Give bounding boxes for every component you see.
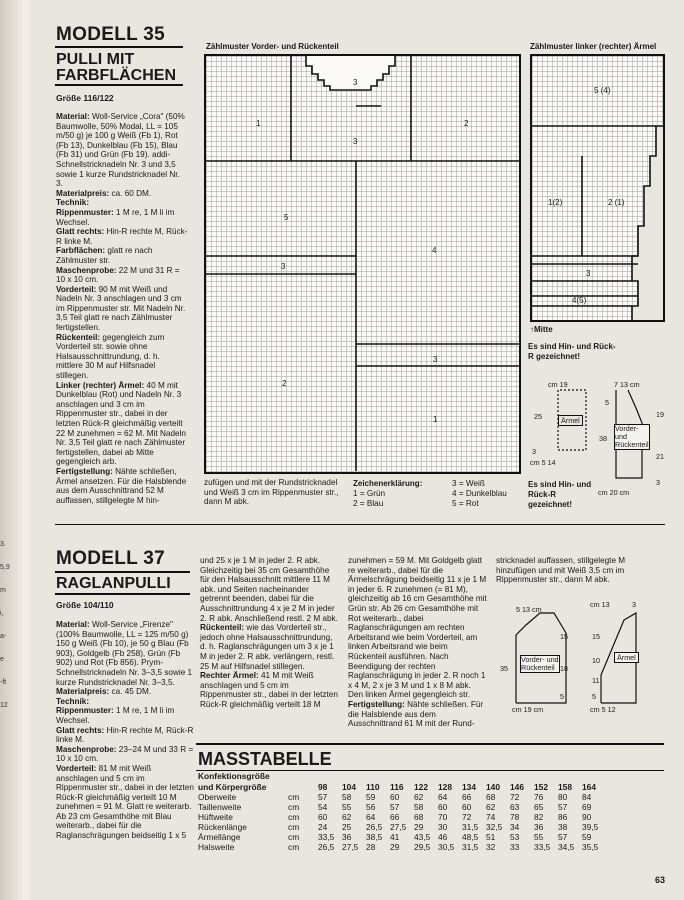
instruction-paragraph bbox=[200, 623, 340, 671]
size-header: 146 bbox=[510, 782, 524, 792]
m37-schema-sleeve-top2: 3 bbox=[632, 600, 636, 609]
front-number: 2 bbox=[464, 119, 469, 128]
paragraph-text: ca. 45 DM. bbox=[109, 687, 152, 697]
table-cell: 29 bbox=[390, 842, 400, 852]
front-number: 4 bbox=[432, 246, 437, 255]
m37-schema-sleeve-bottom: cm 5 12 bbox=[590, 705, 616, 714]
paragraph-label: Maschenprobe: bbox=[56, 265, 117, 275]
table-cell: 27,5 bbox=[342, 842, 359, 852]
paragraph-text: zunehmen = 59 M. Mit Goldgelb glatt re weiterarb., dabei für die Ärmelschrägung beidseitig 11 x je 1 M in jeder 6. R zunehmen (= 81 M), gleichzeitig ab 16 cm Gesamthöhe mit Grün str. Ab 26 cm Gesamthöhe mit Rot weiterarb., dabei Raglanschrägungen am rechten Arbeitsrand wie beim Vorderteil, am linken Arbeitsrand wie beim Rückenteil ausführen. Nach Beendigung der rechten Raglanschrägung in jeder 2. R noch 1 x 4 M, 2 x je 3 M und 1 x 8 M abk. Den linken Ärmel gegengleich str. bbox=[348, 556, 487, 700]
table-cell: 30,5 bbox=[438, 842, 455, 852]
spine-fragment: 5,9 bbox=[0, 564, 10, 571]
row-unit: cm bbox=[288, 812, 300, 822]
table-cell: 35,5 bbox=[582, 842, 599, 852]
front-number: 5 bbox=[284, 213, 289, 222]
instruction-paragraph bbox=[56, 112, 188, 189]
table-cell: 53 bbox=[510, 832, 520, 842]
table-cell: 55 bbox=[342, 802, 352, 812]
schema-body-right-1: 19 bbox=[656, 410, 664, 419]
modell35-subtitle-2: FARBFLÄCHEN bbox=[56, 67, 176, 84]
table-cell: 66 bbox=[390, 812, 400, 822]
size-header: 98 bbox=[318, 782, 328, 792]
front-chart-outlines bbox=[206, 56, 519, 472]
table-cell: 38 bbox=[558, 822, 568, 832]
row-name: Taillenweite bbox=[198, 802, 242, 812]
section-divider bbox=[55, 524, 665, 525]
table-cell: 65 bbox=[534, 802, 544, 812]
table-cell: 64 bbox=[366, 812, 376, 822]
paragraph-text: 1 M re, 1 M li im Wechsel. bbox=[56, 706, 175, 725]
chart-note: Es sind Hin- und Rück-R gezeichnet! bbox=[528, 342, 616, 361]
modell35-title: MODELL 35 bbox=[56, 24, 165, 45]
paragraph-text: Woll-Service „Firenze" (100% Baumwolle, LL = 125 m/50 g) 150 g Weiß (Fb 10), je 50 g Blau (Fb 903), Goldgelb (Fb 258), Grün (Fb 902) und Rot (Fb 856). Prym-Schnellstricknadeln Nr. 3–3,5 sowie 1 kurze Rundstricknadel Nr. 3–3,5. bbox=[56, 620, 193, 687]
table-cell: 54 bbox=[318, 802, 328, 812]
table-cell: 59 bbox=[582, 832, 592, 842]
legend-item: 5 = Rot bbox=[452, 499, 479, 508]
table-row bbox=[196, 792, 604, 802]
instruction-paragraph bbox=[56, 620, 194, 687]
instruction-paragraph bbox=[56, 697, 194, 707]
subtitle-rule bbox=[55, 84, 183, 86]
paragraph-text: Nähte schließen, Ärmel ansetzen. Für die Halsblende aus dem Ausschnittrand 52 M auffassen, stillgelegte M hin- bbox=[56, 466, 187, 505]
instruction-paragraph bbox=[56, 726, 194, 745]
table-cell: 33 bbox=[510, 842, 520, 852]
instruction-paragraph bbox=[56, 198, 188, 208]
schema-body-top: 7 13 cm bbox=[614, 380, 640, 389]
table-header-spacer bbox=[196, 782, 286, 792]
paragraph-label: Material: bbox=[56, 112, 90, 121]
spine-fragment: -ft bbox=[0, 679, 7, 686]
spine-fragment: m bbox=[0, 587, 6, 594]
instruction-paragraph bbox=[56, 467, 188, 505]
table-cell: 72 bbox=[510, 792, 520, 802]
table-row bbox=[196, 802, 604, 812]
table-cell: 32 bbox=[486, 842, 496, 852]
title-rule bbox=[55, 571, 190, 573]
row-unit: cm bbox=[288, 822, 300, 832]
chart-note-2: Es sind Hin- und Rück-R gezeichnet! bbox=[528, 480, 592, 509]
table-header-row bbox=[196, 782, 604, 792]
front-number: 3 bbox=[353, 78, 358, 87]
m37-schema-body-top: 5 13 cm bbox=[516, 605, 542, 614]
schema-body-bottom: cm 20 cm bbox=[598, 488, 630, 497]
table-cell: 31,5 bbox=[462, 842, 479, 852]
modell37-instructions bbox=[56, 620, 194, 841]
size-header: 122 bbox=[414, 782, 428, 792]
paragraph-text: Hin-R rechte M, Rück-R linke M. bbox=[56, 227, 188, 246]
table-cell: 36 bbox=[342, 832, 352, 842]
table-cell: 69 bbox=[582, 802, 592, 812]
table-cell: 58 bbox=[414, 802, 424, 812]
table-cell: 55 bbox=[534, 832, 544, 842]
table-row bbox=[196, 842, 604, 852]
instruction-paragraph bbox=[56, 333, 188, 381]
m37-schema-sleeve-l2: 10 bbox=[592, 656, 600, 665]
table-header-label-2: und Körpergröße bbox=[198, 782, 267, 792]
table-cell: 57 bbox=[558, 802, 568, 812]
row-unit: cm bbox=[288, 802, 300, 812]
sleeve-number: 1(2) bbox=[548, 198, 563, 207]
table-cell: 63 bbox=[510, 802, 520, 812]
mitte-text: Mitte bbox=[534, 325, 553, 334]
table-cell: 90 bbox=[582, 812, 592, 822]
instruction-paragraph bbox=[56, 706, 194, 725]
legend-item: 4 = Dunkelblau bbox=[452, 489, 507, 498]
table-cell: 33,5 bbox=[318, 832, 335, 842]
m37-schema-sleeve-top: cm 13 bbox=[590, 600, 610, 609]
paragraph-text: 40 M mit Dunkelblau (Rot) und Nadeln Nr. 3 anschlagen und 3 cm im Rippenmuster str., dabei in der letzten Rück-R gleichmäßig verteilt 22 M zunehmen = 62 M. Mit Nadeln Nr. 3,5 Teil glatt re nach Zählmuster fertigstellen, dabei ab Mitte gegengleich arb. bbox=[56, 380, 186, 467]
modell37-column-4: stricknadel auffassen, stillgelegte M hinzufügen und mit Weiß 3,5 cm im Rippenmuster str., dann M abk. bbox=[496, 556, 626, 585]
m37-schema-r2: 18 bbox=[560, 664, 568, 673]
table-cell: 68 bbox=[486, 792, 496, 802]
table-cell: 68 bbox=[414, 812, 424, 822]
paragraph-label: Rückenteil: bbox=[56, 332, 101, 342]
table-cell: 29,5 bbox=[414, 842, 431, 852]
paragraph-text: 22 M und 31 R = 10 x 10 cm. bbox=[56, 265, 180, 285]
paragraph-label: Rippenmuster: bbox=[56, 207, 114, 217]
table-cell: 30 bbox=[438, 822, 448, 832]
paragraph-label: Material: bbox=[56, 620, 90, 629]
m37-schema-sleeve-l1: 15 bbox=[592, 632, 600, 641]
instruction-paragraph bbox=[56, 285, 188, 333]
instruction-paragraph bbox=[56, 189, 188, 199]
paragraph-label: Vorderteil: bbox=[56, 763, 97, 773]
instruction-paragraph bbox=[56, 687, 194, 697]
size-header: 134 bbox=[462, 782, 476, 792]
modell37-subtitle: RAGLANPULLI bbox=[56, 575, 171, 592]
size-header: 152 bbox=[534, 782, 548, 792]
table-header-label-1: Konfektionsgröße bbox=[198, 771, 270, 781]
subtitle-rule bbox=[55, 593, 190, 595]
sleeve-number: 5 (4) bbox=[594, 86, 611, 95]
spine-fragments bbox=[0, 540, 22, 724]
page-spine bbox=[0, 0, 36, 900]
legend-item: 1 = Grün bbox=[353, 489, 386, 498]
table-cell: 80 bbox=[558, 792, 568, 802]
legend-title: Zeichenerklärung: bbox=[353, 479, 423, 488]
schema-sleeve-bottom: cm 5 14 bbox=[530, 458, 556, 467]
modell35-instructions bbox=[56, 112, 188, 505]
instruction-paragraph bbox=[56, 208, 188, 227]
paragraph-text: 1 M re, 1 M li im Wechsel. bbox=[56, 207, 175, 227]
table-cell: 38,5 bbox=[366, 832, 383, 842]
size-table bbox=[196, 782, 604, 852]
sleeve-chart bbox=[530, 54, 665, 322]
table-cell: 84 bbox=[582, 792, 592, 802]
paragraph-label: Materialpreis: bbox=[56, 188, 110, 198]
title-rule bbox=[55, 46, 183, 48]
paragraph-label: Rippenmuster: bbox=[56, 706, 114, 716]
paragraph-label: Maschenprobe: bbox=[56, 744, 117, 754]
table-cell: 26,5 bbox=[318, 842, 335, 852]
m37-schema-sleeve-l3: 11 bbox=[592, 676, 600, 685]
table-cell: 43,5 bbox=[414, 832, 431, 842]
sleeve-number: 4(5) bbox=[572, 296, 587, 305]
front-back-chart bbox=[204, 54, 521, 474]
table-cell: 26,5 bbox=[366, 822, 383, 832]
sleeve-chart-outlines bbox=[532, 56, 663, 320]
table-cell: 39,5 bbox=[582, 822, 599, 832]
table-cell: 28 bbox=[366, 842, 376, 852]
table-top-rule bbox=[196, 743, 664, 745]
instruction-paragraph bbox=[200, 556, 340, 623]
table-cell: 31,5 bbox=[462, 822, 479, 832]
table-cell: 46 bbox=[438, 832, 448, 842]
table-cell: 62 bbox=[414, 792, 424, 802]
table-cell: 70 bbox=[438, 812, 448, 822]
sleeve-number: 3 bbox=[586, 269, 591, 278]
table-cell: 57 bbox=[558, 832, 568, 842]
paragraph-text: Woll-Service „Cora" (50% Baumwolle, 50% Modal, LL = 105 m/50 g) je 100 g Weiß (Fb 1), Rot (Fb 13), Dunkelblau (Fb 15), Blau (Fb 31) und Grün (Fb 19). addi-Schnellstricknadeln Nr. 3 und 3,5 sowie 1 kurze Rundstricknadel Nr. 3. bbox=[56, 112, 185, 189]
instruction-paragraph bbox=[56, 246, 188, 265]
table-cell: 66 bbox=[462, 792, 472, 802]
instruction-paragraph bbox=[348, 700, 488, 729]
paragraph-text: ca. 60 DM. bbox=[109, 188, 152, 198]
paragraph-label: Linker (rechter) Ärmel: bbox=[56, 380, 145, 390]
schema-body-right-3: 3 bbox=[656, 478, 660, 487]
front-number: 1 bbox=[256, 119, 261, 128]
table-cell: 32,5 bbox=[486, 822, 503, 832]
paragraph-text: 90 M mit Weiß und Nadeln Nr. 3 anschlagen und 3 cm im Rippenmuster str. Mit Nadeln Nr. 3,5 Teil glatt re nach Zählmuster fertigstellen. bbox=[56, 284, 186, 333]
m37-schema-r1: 15 bbox=[560, 632, 568, 641]
table-row bbox=[196, 832, 604, 842]
schema-sleeve-label: Ärmel bbox=[558, 415, 583, 426]
paragraph-label: Glatt rechts: bbox=[56, 227, 105, 237]
paragraph-text: 23–24 M und 33 R = 10 x 10 cm. bbox=[56, 744, 194, 764]
table-cell: 41 bbox=[390, 832, 400, 842]
modell37-title: MODELL 37 bbox=[56, 548, 165, 569]
row-name: Oberweite bbox=[198, 792, 237, 802]
table-cell: 24 bbox=[318, 822, 328, 832]
schema-sleeve-left: 25 bbox=[534, 412, 542, 421]
table-cell: 60 bbox=[438, 802, 448, 812]
schema-sleeve-bottom-a: 3 bbox=[532, 447, 536, 456]
paragraph-text: wie das Vorderteil str., jedoch ohne Halsausschnittrundung, d. h. Raglanschrägungen um 3 x je 1 M in jeder 2. R abk. verlängern, restl. 25 M auf Hilfsnadel stillegen. bbox=[200, 623, 335, 671]
paragraph-text: 41 M mit Weiß anschlagen und 5 cm im Rippenmuster str., dabei in der letzten Rück-R gleichmäßig verteilt 18 M bbox=[200, 671, 338, 709]
schema-sleeve-top: cm 19 bbox=[548, 380, 568, 389]
paragraph-label: Fertigstellung: bbox=[56, 466, 113, 476]
paragraph-label: Fertigstellung: bbox=[348, 699, 405, 709]
table-cell: 74 bbox=[486, 812, 496, 822]
table-cell: 60 bbox=[318, 812, 328, 822]
table-cell: 34,5 bbox=[558, 842, 575, 852]
row-name: Rückenlänge bbox=[198, 822, 247, 832]
table-cell: 56 bbox=[366, 802, 376, 812]
mitte-label: ↑Mitte bbox=[530, 325, 553, 334]
front-number: 2 bbox=[282, 379, 287, 388]
legend-item: 3 = Weiß bbox=[452, 479, 485, 488]
paragraph-label: Rechter Ärmel: bbox=[200, 671, 259, 681]
table-cell: 59 bbox=[366, 792, 376, 802]
row-name: Halsweite bbox=[198, 842, 235, 852]
table-cell: 36 bbox=[534, 822, 544, 832]
paragraph-text: Hin-R rechte M, Rück-R linke M. bbox=[56, 725, 194, 745]
table-cell: 62 bbox=[342, 812, 352, 822]
front-number: 3 bbox=[433, 355, 438, 364]
row-name: Hüftweite bbox=[198, 812, 233, 822]
masstabelle-title: MASSTABELLE bbox=[198, 749, 332, 769]
table-cell: 29 bbox=[414, 822, 424, 832]
paragraph-label: Glatt rechts: bbox=[56, 725, 105, 735]
table-cell: 51 bbox=[486, 832, 496, 842]
table-cell: 60 bbox=[390, 792, 400, 802]
paragraph-label: Vorderteil: bbox=[56, 284, 97, 294]
paragraph-label: Technik: bbox=[56, 198, 90, 208]
table-cell: 64 bbox=[438, 792, 448, 802]
m37-schema-body-label: Vorder- und Rückenteil bbox=[521, 655, 559, 672]
schema-body-small: 5 bbox=[605, 398, 609, 407]
schema-body-left: 38 bbox=[599, 434, 607, 443]
sleeve-chart-title: Zählmuster linker (rechter) Ärmel bbox=[530, 42, 657, 51]
m37-schema-r3: 5 bbox=[560, 692, 564, 701]
legend-item: 2 = Blau bbox=[353, 499, 384, 508]
table-cell: 48,5 bbox=[462, 832, 479, 842]
instruction-paragraph bbox=[348, 556, 488, 700]
instruction-paragraph bbox=[56, 381, 188, 467]
m37-schema-sleeve-label: Ärmel bbox=[614, 652, 639, 663]
table-cell: 25 bbox=[342, 822, 352, 832]
paragraph-label: Rückenteil: bbox=[200, 623, 245, 633]
modell37-size: Größe 104/110 bbox=[56, 600, 114, 610]
m37-schema-body-bottom: cm 19 cm bbox=[512, 705, 544, 714]
table-cell: 86 bbox=[558, 812, 568, 822]
paragraph-text: und 25 x je 1 M in jeder 2. R abk. Gleichzeitig bei 35 cm Gesamthöhe für den Halsausschnitt mittlere 11 M abk. und Seiten nacheinander getrennt beenden, dabei für die Ausschnittrundung 4 x je 2 M in jeder 2. R abk. Anschließend restl. 2 M abk. bbox=[200, 556, 338, 623]
instruction-paragraph bbox=[56, 764, 194, 841]
table-cell: 27,5 bbox=[390, 822, 407, 832]
page-number: 63 bbox=[655, 875, 666, 885]
modell35-size: Größe 116/122 bbox=[56, 93, 114, 103]
row-name: Ärmellänge bbox=[198, 832, 241, 842]
size-header: 140 bbox=[486, 782, 500, 792]
m37-schema-body-left: 35 bbox=[500, 664, 508, 673]
paragraph-text: 81 M mit Weiß anschlagen und 5 cm im Rippenmuster str., dabei in der letzten Rück-R gleichmäßig verteilt 10 M zunehmen = 91 M. Glatt re weiterarb. Ab 23 cm Gesamthöhe mit Blau weiterarb., dabei für die Raglanschrägungen beidseitig 1 x 5 bbox=[56, 763, 194, 841]
size-header: 158 bbox=[558, 782, 572, 792]
table-cell: 76 bbox=[534, 792, 544, 802]
instruction-paragraph bbox=[56, 745, 194, 764]
row-unit: cm bbox=[288, 832, 300, 842]
table-cell: 58 bbox=[342, 792, 352, 802]
m37-schema-sleeve-l4: 5 bbox=[592, 692, 596, 701]
paragraph-text: glatt re nach Zählmuster str. bbox=[56, 246, 153, 265]
row-unit: cm bbox=[288, 842, 300, 852]
size-header: 104 bbox=[342, 782, 356, 792]
table-cell: 57 bbox=[390, 802, 400, 812]
table-cell: 82 bbox=[534, 812, 544, 822]
front-number: 3 bbox=[281, 262, 286, 271]
spine-fragment: 12 bbox=[0, 702, 8, 709]
modell37-column-3 bbox=[348, 556, 488, 729]
table-row bbox=[196, 822, 604, 832]
table-cell: 60 bbox=[462, 802, 472, 812]
front-number: 1 bbox=[433, 415, 438, 424]
masstabelle-table bbox=[196, 782, 604, 852]
table-header-spacer bbox=[286, 782, 316, 792]
paragraph-text: Nähte schließen. Für die Halsblende aus dem Ausschnittrand 61 M mit der Rund- bbox=[348, 699, 484, 729]
size-header: 116 bbox=[390, 782, 404, 792]
paragraph-label: Technik: bbox=[56, 696, 90, 706]
table-cell: 78 bbox=[510, 812, 520, 822]
paragraph-label: Farbflächen: bbox=[56, 246, 106, 256]
modell37-column-2 bbox=[200, 556, 340, 710]
table-cell: 33,5 bbox=[534, 842, 551, 852]
table-cell: 62 bbox=[486, 802, 496, 812]
sleeve-number: 2 (1) bbox=[608, 198, 625, 207]
row-unit: cm bbox=[288, 792, 300, 802]
paragraph-label: Materialpreis: bbox=[56, 687, 110, 697]
spine-fragment: 3. bbox=[0, 541, 6, 548]
schema-body-right-2: 21 bbox=[656, 452, 664, 461]
table-cell: 34 bbox=[510, 822, 520, 832]
spine-fragment: e bbox=[0, 656, 4, 663]
front-chart-title: Zählmuster Vorder- und Rückenteil bbox=[206, 42, 339, 51]
instruction-paragraph bbox=[56, 227, 188, 246]
front-number: 3 bbox=[353, 137, 358, 146]
size-header: 128 bbox=[438, 782, 452, 792]
table-cell: 72 bbox=[462, 812, 472, 822]
instruction-paragraph bbox=[200, 671, 340, 709]
schema-body-label: Vorder- und Rückenteil bbox=[615, 424, 649, 449]
modell35-continuation: zufügen und mit der Rundstricknadel und Weiß 3 cm im Rippenmuster str., dann M abk. bbox=[204, 478, 339, 507]
table-row bbox=[196, 812, 604, 822]
paragraph-text: gegengleich zum Vorderteil str. sowie ohne Halsausschnittrundung, d. h. mittlere 30 M auf Hilfsnadel stillegen. bbox=[56, 332, 165, 381]
size-header: 164 bbox=[582, 782, 596, 792]
spine-fragment: a- bbox=[0, 633, 7, 640]
modell35-subtitle-1: PULLI MIT bbox=[56, 51, 135, 68]
table-cell: 57 bbox=[318, 792, 328, 802]
spine-fragment: i, bbox=[0, 610, 4, 617]
size-header: 110 bbox=[366, 782, 380, 792]
instruction-paragraph bbox=[56, 266, 188, 285]
